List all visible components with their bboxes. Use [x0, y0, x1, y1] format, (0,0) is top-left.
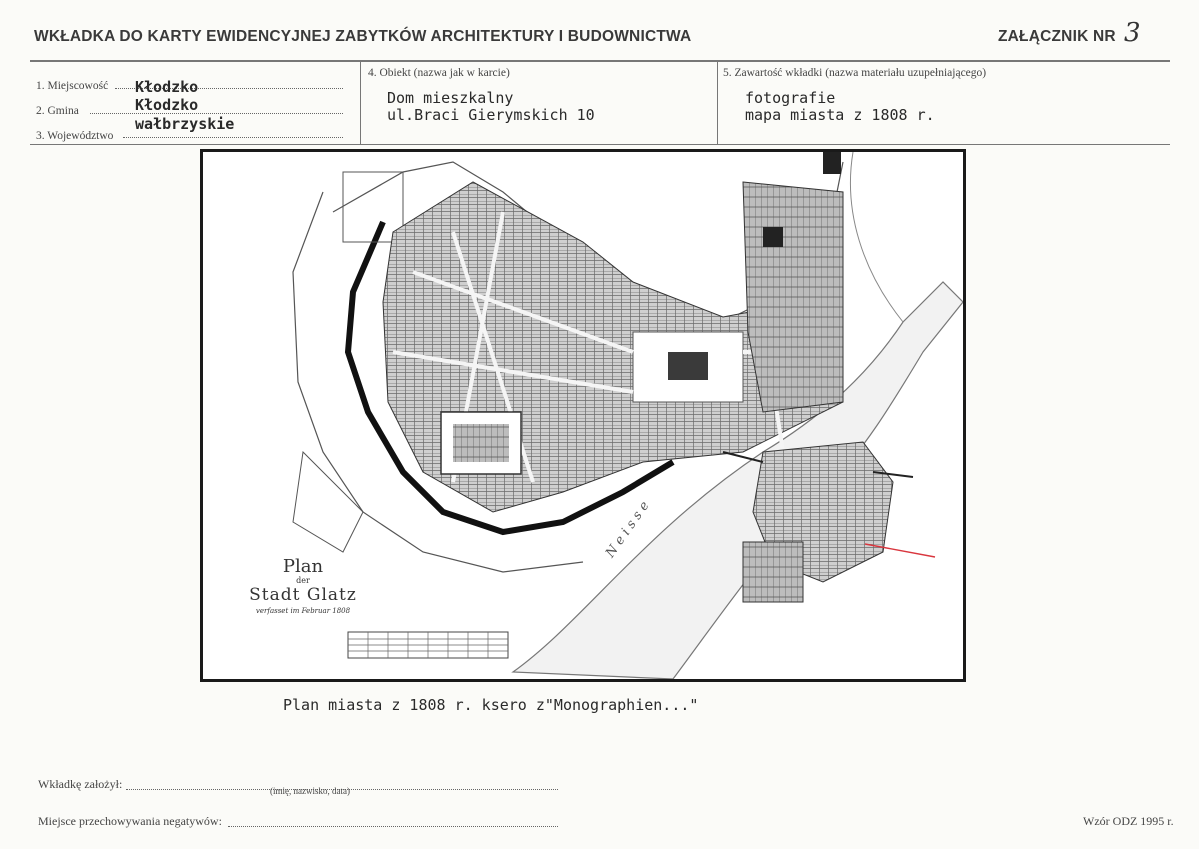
- contents-line2: mapa miasta z 1808 r.: [745, 106, 935, 124]
- city-map: [200, 149, 966, 682]
- map-title-plan: Plan: [282, 556, 324, 577]
- object-line2: ul.Braci Gierymskich 10: [387, 106, 595, 124]
- object-label: 4. Obiekt (nazwa jak w karcie): [368, 67, 510, 79]
- negatives-dots: [228, 826, 558, 827]
- founder-label: Wkładkę założył:: [38, 777, 123, 791]
- contents-label: 5. Zawartość wkładki (nazwa materiału uzupełniającego): [723, 67, 987, 79]
- header-rule: [30, 60, 1170, 62]
- column-divider-2: [717, 60, 718, 144]
- column-divider-1: [360, 60, 361, 144]
- fields-bottom-rule: [30, 144, 1170, 145]
- miejscowosc-label: 1. Miejscowość: [36, 80, 109, 92]
- map-title-der: der: [296, 576, 310, 585]
- annex-label: ZAŁĄCZNIK NR: [998, 28, 1116, 45]
- map-title-city: Stadt Glatz: [249, 585, 357, 605]
- map-title-date: verfasset im Februar 1808: [255, 607, 351, 615]
- gmina-row: [36, 101, 79, 119]
- negatives-label: Miejsce przechowywania negatywów:: [38, 814, 222, 828]
- form-title: WKŁADKA DO KARTY EWIDENCYJNEJ ZABYTKÓW ARCHITEKTURY I BUDOWNICTWA: [34, 28, 692, 45]
- founder-sublabel: (imię, nazwisko, data): [270, 786, 350, 796]
- map-caption: Plan miasta z 1808 r. ksero z"Monographien...": [283, 696, 699, 714]
- annex-number: 3: [1124, 18, 1141, 48]
- miejscowosc-value: Kłodzko: [135, 78, 199, 96]
- wojewodztwo-row: [36, 126, 113, 144]
- contents-line1: fotografie: [745, 89, 836, 107]
- gmina-dots: [90, 113, 343, 114]
- wojewodztwo-label: 3. Województwo: [36, 130, 114, 142]
- wojewodztwo-value: wałbrzyskie: [135, 115, 235, 133]
- river-label: N e i s s e: [603, 498, 653, 561]
- object-line1: Dom mieszkalny: [387, 89, 514, 107]
- gmina-value: Kłodzko: [135, 96, 199, 114]
- template-version: Wzór ODZ 1995 r.: [1083, 814, 1174, 828]
- map-title-block: [238, 556, 368, 615]
- gmina-label: 2. Gmina: [36, 105, 79, 117]
- wojewodztwo-dots: [123, 137, 343, 138]
